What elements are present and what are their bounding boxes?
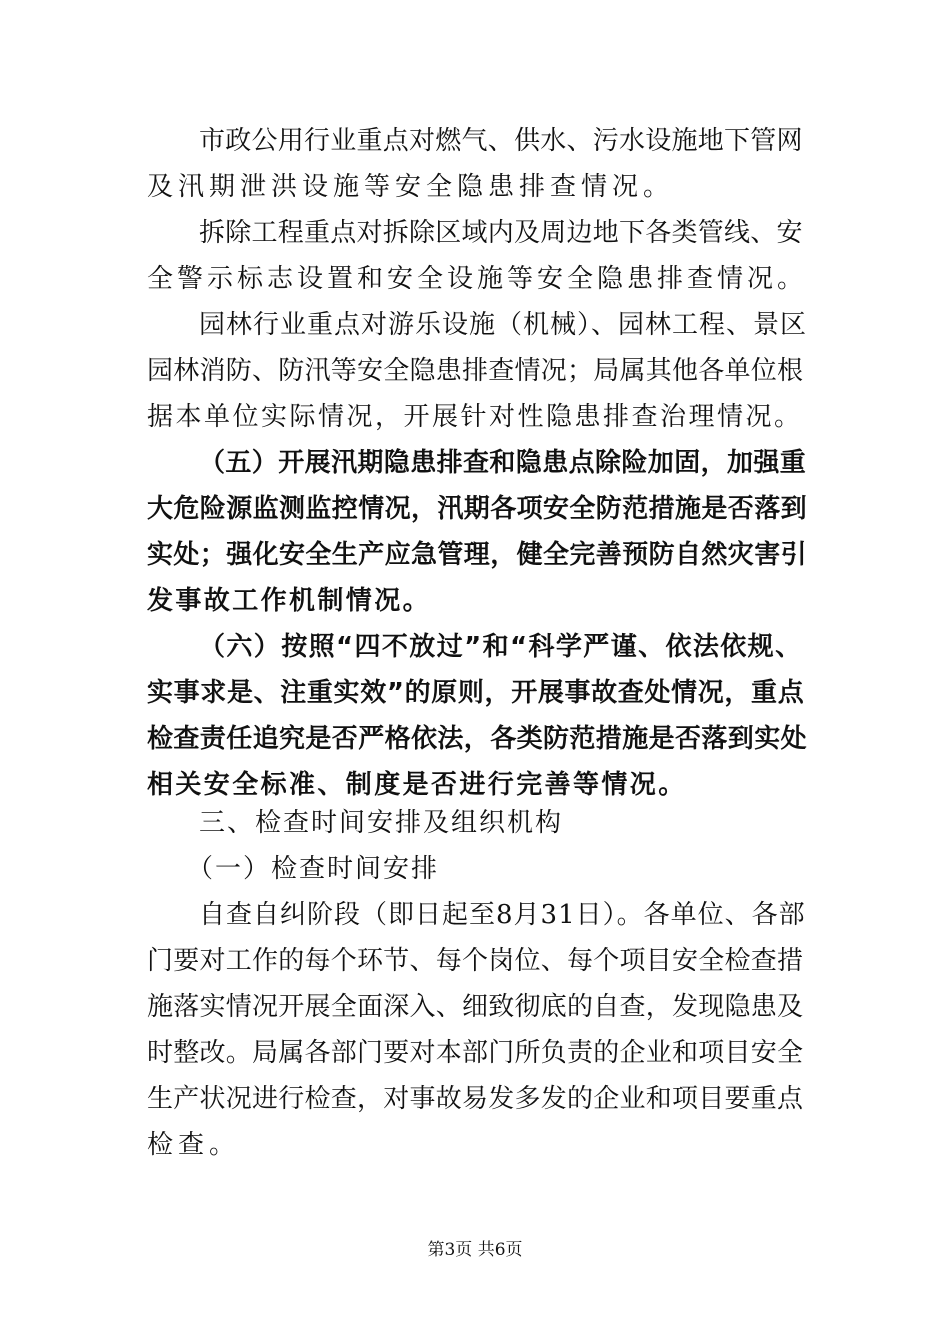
paragraph-self-check-line-3: 施落实情况开展全面深入、细致彻底的自查，发现隐患及 [147,992,804,1022]
subsection-heading-1: （一）检查时间安排 [187,854,440,884]
paragraph-self-check-line-1: 自查自纠阶段（即日起至8月31日）。各单位、各部 [199,900,806,930]
paragraph-demolition-line-1: 拆除工程重点对拆除区域内及周边地下各类管线、安 [199,218,803,248]
paragraph-item-5-line-1: （五）开展汛期隐患排查和隐患点除险加固，加强重 [199,448,807,478]
paragraph-self-check-line-2: 门要对工作的每个环节、每个岗位、每个项目安全检查措 [147,946,804,976]
paragraph-self-check-line-6: 检查。 [147,1130,241,1160]
paragraph-item-5-line-2: 大危险源监测监控情况，汛期各项安全防范措施是否落到 [147,494,808,524]
paragraph-item-6-line-4: 相关安全标准、制度是否进行完善等情况。 [147,770,687,800]
paragraph-landscape-line-1: 园林行业重点对游乐设施（机械）、园林工程、景区 [199,310,808,340]
section-heading-3: 三、检查时间安排及组织机构 [199,808,564,838]
paragraph-demolition-line-2: 全警示标志设置和安全设施等安全隐患排查情况。 [147,264,808,294]
paragraph-item-6-line-1: （六）按照“四不放过”和“科学严谨、依法依规、 [199,632,803,662]
paragraph-item-5-line-4: 发事故工作机制情况。 [147,586,432,616]
paragraph-item-6-line-2: 实事求是、注重实效”的原则，开展事故查处情况，重点 [147,678,805,708]
paragraph-landscape-line-2: 园林消防、防汛等安全隐患排查情况；局属其他各单位根 [147,356,804,386]
paragraph-item-5-line-3: 实处；强化安全生产应急管理，健全完善预防自然灾害引 [147,540,808,570]
page-number-footer: 第3页 共6页 [427,1240,523,1260]
paragraph-landscape-line-3: 据本单位实际情况，开展针对性隐患排查治理情况。 [147,402,803,432]
paragraph-municipal-line-1: 市政公用行业重点对燃气、供水、污水设施地下管网 [199,126,803,156]
paragraph-item-6-line-3: 检查责任追究是否严格依法，各类防范措施是否落到实处 [147,724,808,754]
paragraph-self-check-line-4: 时整改。局属各部门要对本部门所负责的企业和项目安全 [147,1038,804,1068]
paragraph-self-check-line-5: 生产状况进行检查，对事故易发多发的企业和项目要重点 [147,1084,804,1114]
paragraph-municipal-line-2: 及汛期泄洪设施等安全隐患排查情况。 [147,172,675,202]
